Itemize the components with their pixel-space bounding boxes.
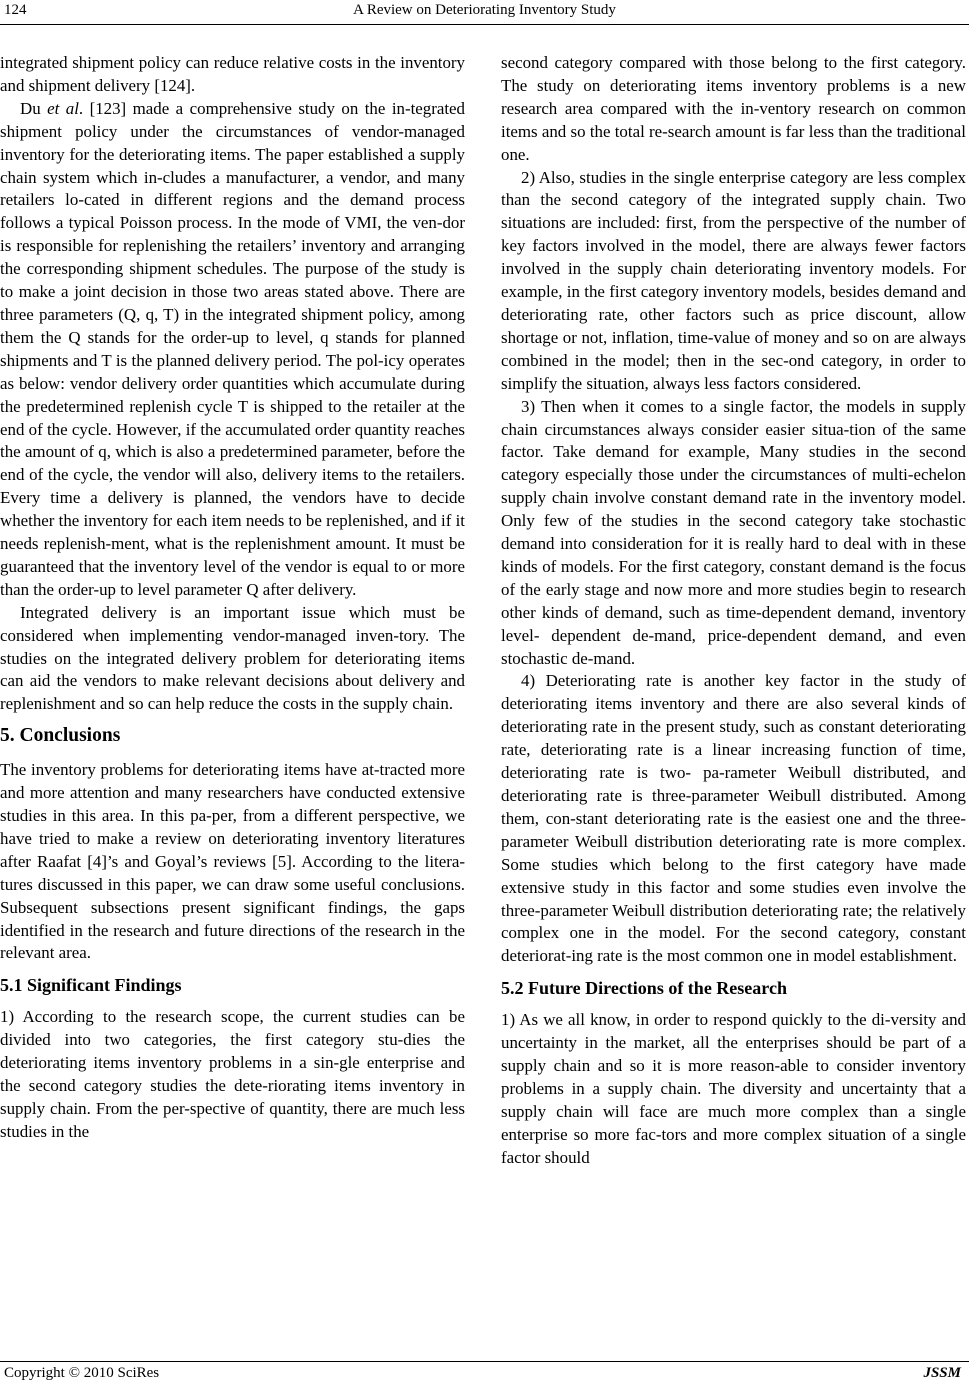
paragraph-text: . [123] made a comprehensive study on the in-tegrated shipment policy under the circumstances of vendor-managed inventory for the deteriorating items. The paper established a supply chain system which in-cludes a manufacturer, a vendor, and many retailers lo-cated in different regions and the demand process follows a typical Poisson process. In the mode of VMI, the ven-dor is responsible for replenishing the retailers’ inventory and arranging the corresponding shipment schedules. The purpose of the study is to make a joint decision in those two areas stated above. There are three parameters (Q, q, T) in the integrated shipment policy, among them the Q stands for the order-up to level, q stands for planned shipments and T is the planned delivery period. The pol-icy operates as below: vendor delivery order quantities which accumulate during the predetermined replenish cycle T is shipped to the retailer at the end of the cycle. However, if the accumulated order quantity reaches the amount of q, which is also a predetermined parameter, before the end of the cycle, the vendor will also, delivery items to the retailers. Every time a delivery is planned, the vendors have to decide whether the inventory for each item needs to be replenished, and if it needs replenish-ment, what is the replenishment amount. It must be guaranteed that the inventory level of the vendor is equal to or more than the order-up to level parameter Q after delivery. [0, 98, 465, 599]
right-column [501, 52, 966, 1170]
paragraph: integrated shipment policy can reduce relative costs in the inventory and shipment delivery [124]. [0, 53, 465, 95]
journal-abbreviation: JSSM [923, 1365, 961, 1381]
paragraph: 1) As we all know, in order to respond quickly to the di-versity and uncertainty in the market, all the enterprises should be part of a supply chain and so it is more reason-able to consider inventory problems in a supply chain. The diversity and uncertainty that a supply chain will face are much more complex than a single enterprise so more fac-tors and more complex situation of a single factor should [501, 1010, 966, 1167]
section-heading: 5. Conclusions [0, 725, 121, 747]
copyright-notice: Copyright © 2010 SciRes [4, 1365, 160, 1381]
subsection-heading: 5.2 Future Directions of the Research [501, 978, 787, 999]
page-header [0, 0, 969, 24]
paragraph: Integrated delivery is an important issue which must be considered when implementing vendor-managed inven-tory. The studies on the integrated delivery problem for deteriorating items can aid the vendors to make relevant decisions about delivery and replenishment and so can help reduce the costs in the supply chain. [0, 602, 465, 714]
paragraph: 2) Also, studies in the single enterprise category are less complex than the second category of the integrated supply chain. Two situations are included: first, from the perspective of the number of key factors involved in the model, there are always fewer factors involved in the supply chain deteriorating inventory models. For example, in the first category inventory models, besides demand and deteriorating rate, other factors such as price discount, allow shortage or not, inflation, time-value of money and so on are always combined in the model; then in the sec-ond category, in order to simplify the situation, always less factors considered. [501, 167, 966, 393]
footer-rule [0, 1361, 969, 1362]
running-title: A Review on Deteriorating Inventory Study [353, 2, 616, 18]
author-name: Du [20, 98, 48, 118]
header-rule [0, 24, 969, 25]
paragraph [0, 98, 465, 602]
paragraph: The inventory problems for deteriorating items have at-tracted more and more attention and many researchers have conducted extensive studies in this area. In this pa-per, from a different perspective, we have tried to make a review on deteriorating inventory literatures after Raafat [4]’s and Goyal’s reviews [5]. According to the litera-tures discussed in this paper, we can draw some useful conclusions. Subsequent subsections present significant findings, the gaps identified in the research and future directions of the research in the relevant area. [0, 760, 465, 963]
paragraph: 1) According to the research scope, the current studies can be divided into two categories, the first category stu-dies the deteriorating items inventory problems in a sin-gle enterprise and the second category studies the dete-riorating items inventory in supply chain. From the per-spective of quantity, there are much less studies in the [0, 1007, 465, 1141]
page-number: 124 [4, 2, 27, 18]
et-al: et al [47, 98, 79, 118]
subsection-heading: 5.1 Significant Findings [0, 975, 182, 996]
page-footer [0, 1362, 969, 1386]
left-column [0, 52, 465, 1144]
paragraph: second category compared with those belong to the first category. The study on deteriorating items inventory problems is a new research area compared with the in-ventory research on common items and so the total re-search amount is far less than the traditional one. [501, 53, 966, 164]
paragraph: 4) Deteriorating rate is another key factor in the study of deteriorating items inventory and there are also several kinds of deteriorating rate in the present study, such as constant deteriorating rate, deteriorating rate is a linear increasing function of time, deteriorating rate is two- pa-rameter Weibull distributed, and deteriorating rate is three-parameter Weibull distributed. Among them, con-stant deteriorating rate is the easiest one and the three-parameter Weibull distribution deteriorating rate is more complex. Some studies which belong to the first category have made extensive study in this factor and some studies even involve the three-parameter Weibull distribution deteriorating rate; the relatively complex one in the model. For the second category, constant deteriorat-ing rate is the most common one in model establishment. [501, 671, 966, 966]
paragraph: 3) Then when it comes to a single factor, the models in supply chain circumstances always consider easier situa-tion of the same factor. Take demand for example, Many studies in the second category especially those under the circumstances of multi-echelon supply chain involve constant demand rate in the inventory model. Only few of the studies in the second category take stochastic demand into consideration for it is really hard to deal with in these kinds of models. For the first category, constant demand is the focus of the early stage and now more and more studies begin to research other kinds of demand, such as time-dependent demand, inventory level- dependent de-mand, price-dependent demand, and even stochastic de-mand. [501, 396, 966, 668]
